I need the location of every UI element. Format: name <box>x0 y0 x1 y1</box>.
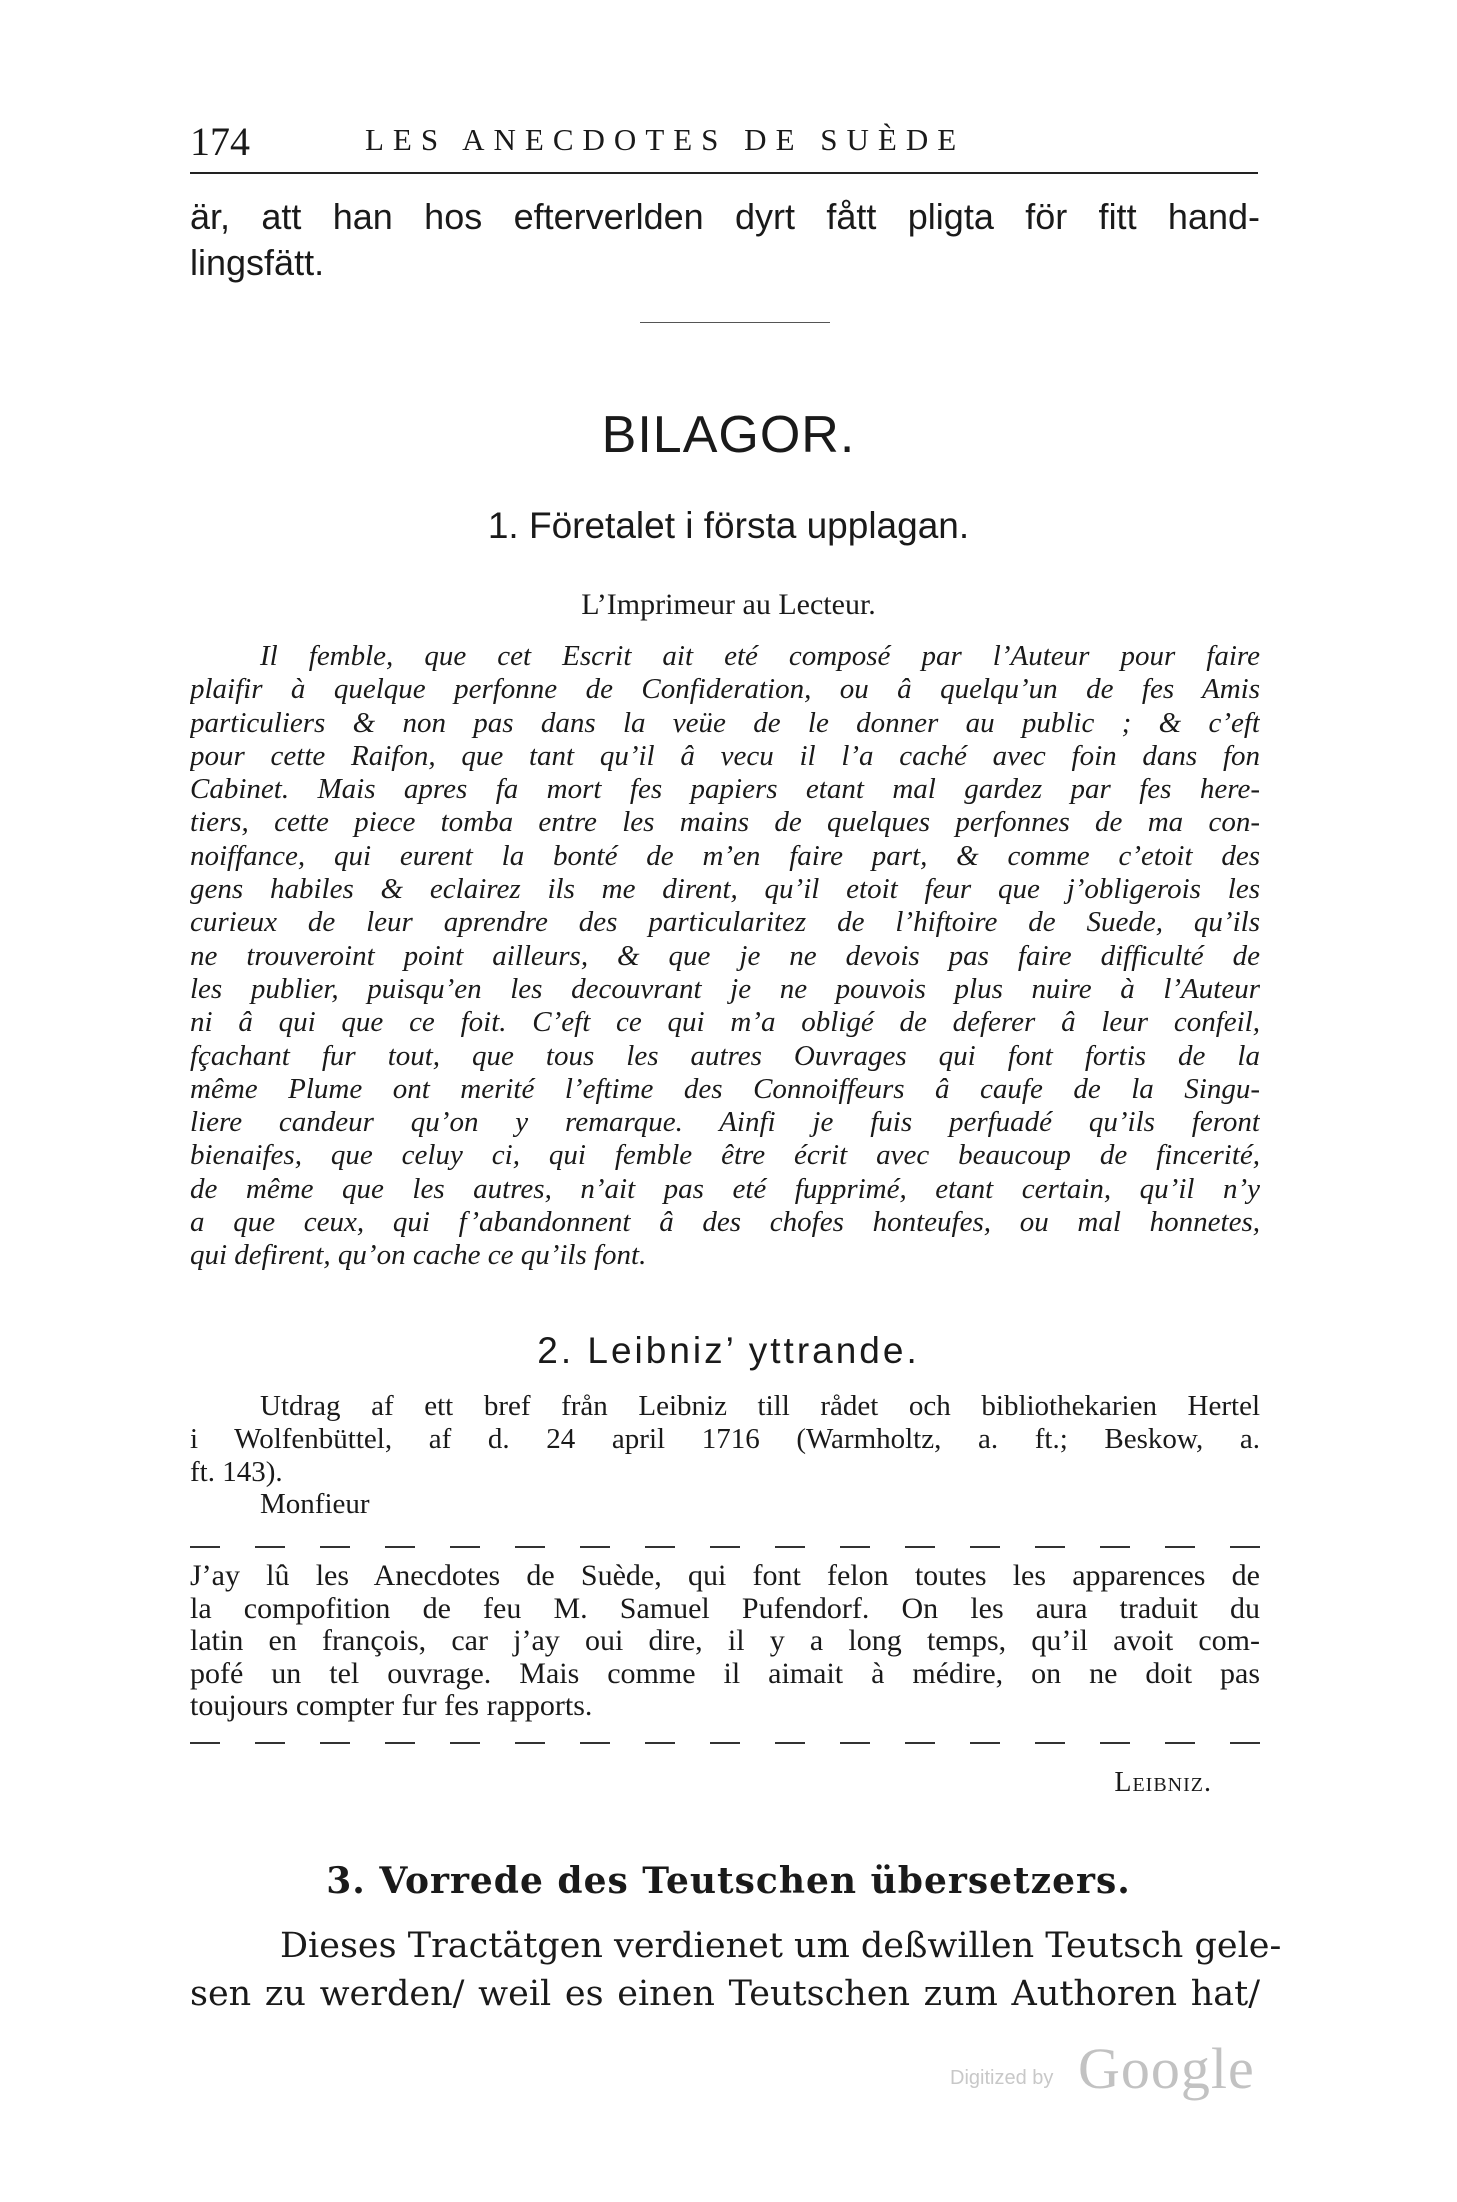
dash-mark <box>970 1742 1000 1744</box>
text-line: J’ay lû les Anecdotes de Suède, qui font felon toutes les apparences de <box>190 1559 1260 1592</box>
dash-mark <box>385 1546 415 1548</box>
text-line: sen zu werden/ weil es einen Teutschen zum Authoren hat/ <box>190 1974 1260 2014</box>
text-line: gens habiles & eclairez ils me dirent, qu’il etoit feur que j’obligerois les <box>190 873 1260 906</box>
text-line: a que ceux, qui f’abandonnent â des chofes honteufes, ou mal honnetes, <box>190 1206 1260 1239</box>
dash-mark <box>710 1546 740 1548</box>
text-line: ft. 143). <box>190 1456 283 1488</box>
text-line: qui defirent, qu’on cache ce qu’ils font. <box>190 1239 647 1272</box>
dash-mark <box>1100 1546 1130 1548</box>
dash-mark <box>1035 1742 1065 1744</box>
dash-mark <box>645 1546 675 1548</box>
dash-mark <box>840 1546 870 1548</box>
google-logo: Google <box>1078 2036 1255 2101</box>
text-line: Cabinet. Mais apres fa mort fes papiers etant mal gardez par fes here- <box>190 773 1260 806</box>
dash-mark <box>580 1742 610 1744</box>
dash-mark <box>775 1742 805 1744</box>
appendix-title: BILAGOR. <box>601 406 856 464</box>
dash-mark <box>645 1742 675 1744</box>
page-header <box>190 118 1260 178</box>
dash-mark <box>1230 1742 1260 1744</box>
text-line: les publier, puisqu’en les decouvrant je ne pouvois plus nuire à l’Auteur <box>190 972 1260 1005</box>
text-line: ne trouveroint point ailleurs, & que je ne devois pas faire difficulté de <box>190 939 1260 972</box>
header-rule <box>190 172 1258 174</box>
text-line: plaifir à quelque perfonne de Confideration, ou â quelqu’un de fes Amis <box>190 673 1260 706</box>
text-line: Utdrag af ett bref från Leibniz till rådet och bibliothekarien Hertel <box>260 1390 1260 1422</box>
text-line: i Wolfenbüttel, af d. 24 april 1716 (Warmholtz, a. ft.; Beskow, a. <box>190 1423 1260 1455</box>
text-line: bienaifes, que celuy ci, qui femble être écrit avec beaucoup de fincerité, <box>190 1139 1260 1172</box>
dash-mark <box>775 1546 805 1548</box>
letter-salutation: Monfieur <box>260 1488 370 1520</box>
dash-mark <box>1165 1546 1195 1548</box>
section-3-heading: 3. Vorrede des Teutschen übersetzers. <box>326 1860 1131 1902</box>
dash-mark <box>840 1742 870 1744</box>
dash-mark <box>1230 1546 1260 1548</box>
text-line: Dieses Tractätgen verdienet um deßwillen Teutsch gele- <box>280 1926 1282 1966</box>
text-line: liere candeur qu’on y remarque. Ainfi je fuis perfuadé qu’ils feront <box>190 1106 1260 1139</box>
dash-mark <box>255 1742 285 1744</box>
dash-mark <box>320 1742 350 1744</box>
text-line: même Plume ont merité l’eftime des Connoiffeurs â caufe de la Singu- <box>190 1072 1260 1105</box>
letter-signature: Leibniz. <box>1114 1767 1212 1798</box>
extract-note <box>190 1390 1260 1489</box>
dash-mark <box>385 1742 415 1744</box>
digitized-watermark <box>950 2035 1255 2105</box>
section-separator <box>640 322 830 323</box>
dash-mark <box>450 1546 480 1548</box>
dash-mark <box>970 1546 1000 1548</box>
section-1-subheading: L’Imprimeur au Lecteur. <box>581 588 876 621</box>
dash-rule-bottom <box>190 1742 1260 1746</box>
text-line: toujours compter fur fes rapports. <box>190 1689 593 1722</box>
text-line: de même que les autres, n’ait pas eté fupprimé, etant certain, qu’il n’y <box>190 1172 1260 1205</box>
dash-mark <box>450 1742 480 1744</box>
watermark-prefix: Digitized by <box>950 2067 1054 2089</box>
dash-mark <box>255 1546 285 1548</box>
text-line: la compofition de feu M. Samuel Pufendorf. On les aura traduit du <box>190 1591 1260 1625</box>
dash-mark <box>190 1546 220 1548</box>
page-number: 174 <box>190 119 250 164</box>
text-line: pofé un tel ouvrage. Mais comme il aimait à médire, on ne doit pas <box>190 1656 1260 1690</box>
preface-paragraph <box>190 640 1260 1273</box>
dash-mark <box>190 1742 220 1744</box>
text-line: tiers, cette piece tomba entre les mains de quelques perfonnes de ma con- <box>190 806 1260 839</box>
german-preface-paragraph <box>190 1922 1282 2018</box>
dash-mark <box>1100 1742 1130 1744</box>
text-line: curieux de leur aprendre des particularitez de l’hiftoire de Suede, qu’ils <box>190 906 1260 939</box>
text-line: Il femble, que cet Escrit ait eté composé par l’Auteur pour faire <box>260 640 1260 672</box>
text-line: fçachant fur tout, que tous les autres Ouvrages qui font fortis de la <box>190 1039 1260 1072</box>
dash-mark <box>515 1546 545 1548</box>
intro-paragraph <box>190 194 1260 286</box>
text-line: lingsfätt. <box>190 242 325 283</box>
text-line: är, att han hos efterverlden dyrt fått pligta för fitt hand- <box>190 196 1260 237</box>
text-line: noiffance, qui eurent la bonté de m’en faire part, & comme c’etoit des <box>190 839 1260 872</box>
text-line: pour cette Raifon, que tant qu’il â vecu il l’a caché avec foin dans fon <box>190 739 1260 772</box>
dash-mark <box>320 1546 350 1548</box>
section-2-heading: 2. Leibniz’ yttrande. <box>537 1330 920 1371</box>
text-line: particuliers & non pas dans la veüe de le donner au public ; & c’eft <box>190 706 1260 739</box>
letter-body <box>190 1560 1260 1723</box>
dash-mark <box>1035 1546 1065 1548</box>
dash-mark <box>905 1742 935 1744</box>
dash-mark <box>1165 1742 1195 1744</box>
section-1-heading: 1. Företalet i första upplagan. <box>487 505 970 546</box>
running-title: LES ANECDOTES DE SUÈDE <box>365 122 966 157</box>
dash-mark <box>905 1546 935 1548</box>
dash-mark <box>515 1742 545 1744</box>
dash-mark <box>580 1546 610 1548</box>
dash-rule-top <box>190 1546 1260 1550</box>
dash-mark <box>710 1742 740 1744</box>
text-line: ni â qui que ce foit. C’eft ce qui m’a obligé de deferer â leur confeil, <box>190 1006 1260 1039</box>
text-line: latin en françois, car j’ay oui dire, il y a long temps, qu’il avoit com- <box>190 1624 1260 1657</box>
